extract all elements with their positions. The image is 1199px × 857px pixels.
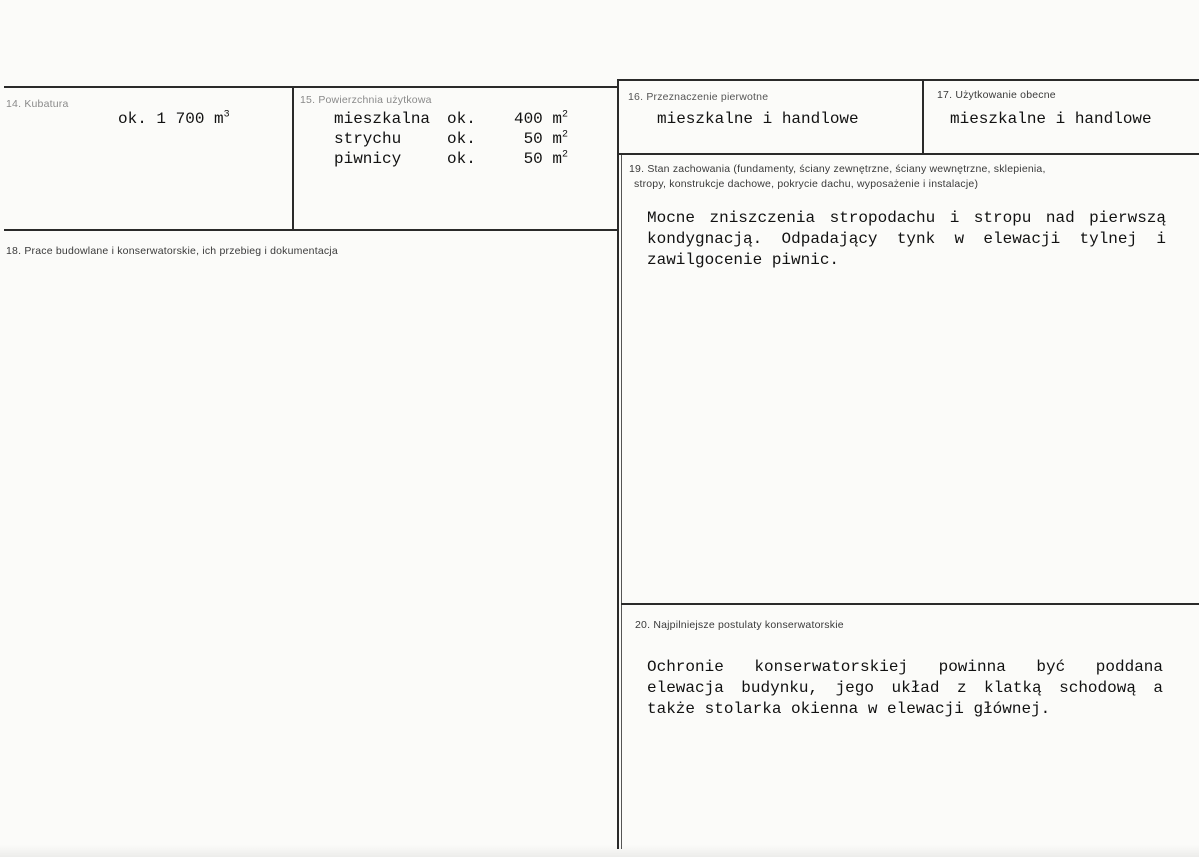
postulaty-text: Ochronie konserwatorskiej powinna być poddana elewacja budynku, jego układ z klatką schodową a także stolarka okienna w elewacji głównej. [647,658,1163,718]
divider-14-15 [292,86,294,231]
prace-label: 18. Prace budowlane i konserwatorskie, ich przebieg i dokumentacja [6,245,338,257]
top-rule-right [617,79,1199,81]
powierzchnia-row-name: mieszkalna [334,110,431,128]
stan-label-line2: stropy, konstrukcje dachowe, pokrycie dachu, wyposażenie i instalacje) [634,178,979,190]
powierzchnia-row-approx: ok. [447,130,476,148]
divider-main-inner [621,155,622,849]
divider-main [617,79,619,849]
powierzchnia-row-value [510,150,568,168]
powierzchnia-row-approx: ok. [447,110,476,128]
powierzchnia-row-sup: 2 [561,109,568,121]
powierzchnia-row-value-text: 50 m [523,130,562,148]
powierzchnia-row-value [510,130,568,148]
przeznaczenie-value: mieszkalne i handlowe [657,110,859,128]
przeznaczenie-label: 16. Przeznaczenie pierwotne [628,91,769,103]
powierzchnia-label: 15. Powierzchnia użytkowa [300,94,432,106]
powierzchnia-row-value [510,110,568,128]
powierzchnia-row-name: piwnicy [334,150,402,168]
paper-edge-shadow [0,845,1199,857]
powierzchnia-row-sup: 2 [561,149,568,161]
kubatura-unit-sup: 3 [223,109,230,121]
kubatura-value [118,110,230,128]
postulaty-label: 20. Najpilniejsze postulaty konserwatorskie [635,619,844,631]
stan-label-line1: 19. Stan zachowania (fundamenty, ściany zewnętrzne, ściany wewnętrzne, sklepienia, [629,163,1046,175]
powierzchnia-row-name: strychu [334,130,402,148]
kubatura-label: 14. Kubatura [6,98,69,110]
powierzchnia-row-approx: ok. [447,150,476,168]
uzytkowanie-label: 17. Użytkowanie obecne [937,89,1056,101]
uzytkowanie-value: mieszkalne i handlowe [950,110,1152,128]
rule-below-19 [621,603,1199,605]
powierzchnia-row-value-text: 400 m [513,110,562,128]
divider-16-17 [922,79,924,154]
powierzchnia-row-sup: 2 [561,129,568,141]
top-rule-left [4,86,618,88]
rule-below-14-15 [4,229,618,231]
powierzchnia-row-value-text: 50 m [523,150,562,168]
rule-below-16-17 [617,153,1199,155]
kubatura-value-text: ok. 1 700 m [118,110,224,128]
stan-text: Mocne zniszczenia stropodachu i stropu nad pierwszą kondygnacją. Odpadający tynk w elewacji tylnej i zawilgocenie piwnic. [647,209,1166,269]
